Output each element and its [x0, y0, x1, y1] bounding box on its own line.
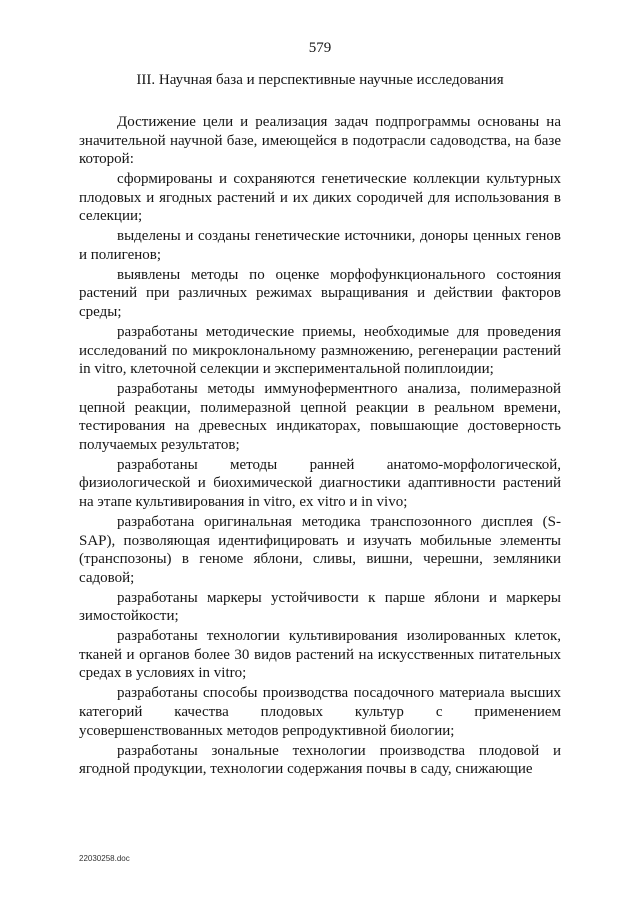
body-text: [79, 113, 561, 780]
document-code: 22030258.doc: [79, 854, 130, 863]
page-number: 579: [308, 40, 332, 56]
paragraph: разработаны способы производства посадочного материала высших категорий качества плодовых культур с применением усовершенствованных методов репродуктивной биологии;: [79, 685, 561, 739]
paragraph: разработаны технологии культивирования изолированных клеток, тканей и органов более 30 видов растений на искусственных питательных средах в условиях in vitro;: [79, 628, 561, 682]
paragraph: сформированы и сохраняются генетические коллекции культурных плодовых и ягодных растений и их диких сородичей для использования в селекции;: [79, 171, 561, 225]
paragraph: разработаны маркеры устойчивости к парше яблони и маркеры зимостойкости;: [79, 589, 561, 625]
paragraph: разработаны методы ранней анатомо-морфологической, физиологической и биохимической диагностики адаптивности растений на этапе культивирования in vitro, ex vitro и in vivo;: [79, 456, 561, 510]
paragraph: разработаны зональные технологии производства плодовой и ягодной продукции, технологии содержания почвы в саду, снижающие: [79, 742, 561, 778]
paragraph: выявлены методы по оценке морфофункционального состояния растений при различных режимах выращивания и действии факторов среды;: [79, 266, 561, 320]
paragraph-intro: Достижение цели и реализация задач подпрограммы основаны на значительной научной базе, имеющейся в подотрасли садоводства, на базе которой:: [79, 114, 561, 168]
paragraph: разработаны методы иммуноферментного анализа, полимеразной цепной реакции, полимеразной цепной реакции в реальном времени, тестирования на древесных индикаторах, повышающие достоверность получаемых результатов;: [79, 381, 561, 453]
paragraph: выделены и созданы генетические источники, доноры ценных генов и полигенов;: [79, 228, 561, 263]
paragraph: разработана оригинальная методика транспозонного дисплея (S-SAP), позволяющая идентифицировать и изучать мобильные элементы (транспозоны) в геноме яблони, сливы, вишни, черешни, земляники садовой;: [79, 513, 561, 586]
section-title: III. Научная база и перспективные научные исследования: [136, 72, 504, 88]
paragraph: разработаны методические приемы, необходимые для проведения исследований по микроклональному размножению, регенерации растений in vitro, клеточной селекции и экспериментальной полиплоидии;: [79, 324, 561, 378]
